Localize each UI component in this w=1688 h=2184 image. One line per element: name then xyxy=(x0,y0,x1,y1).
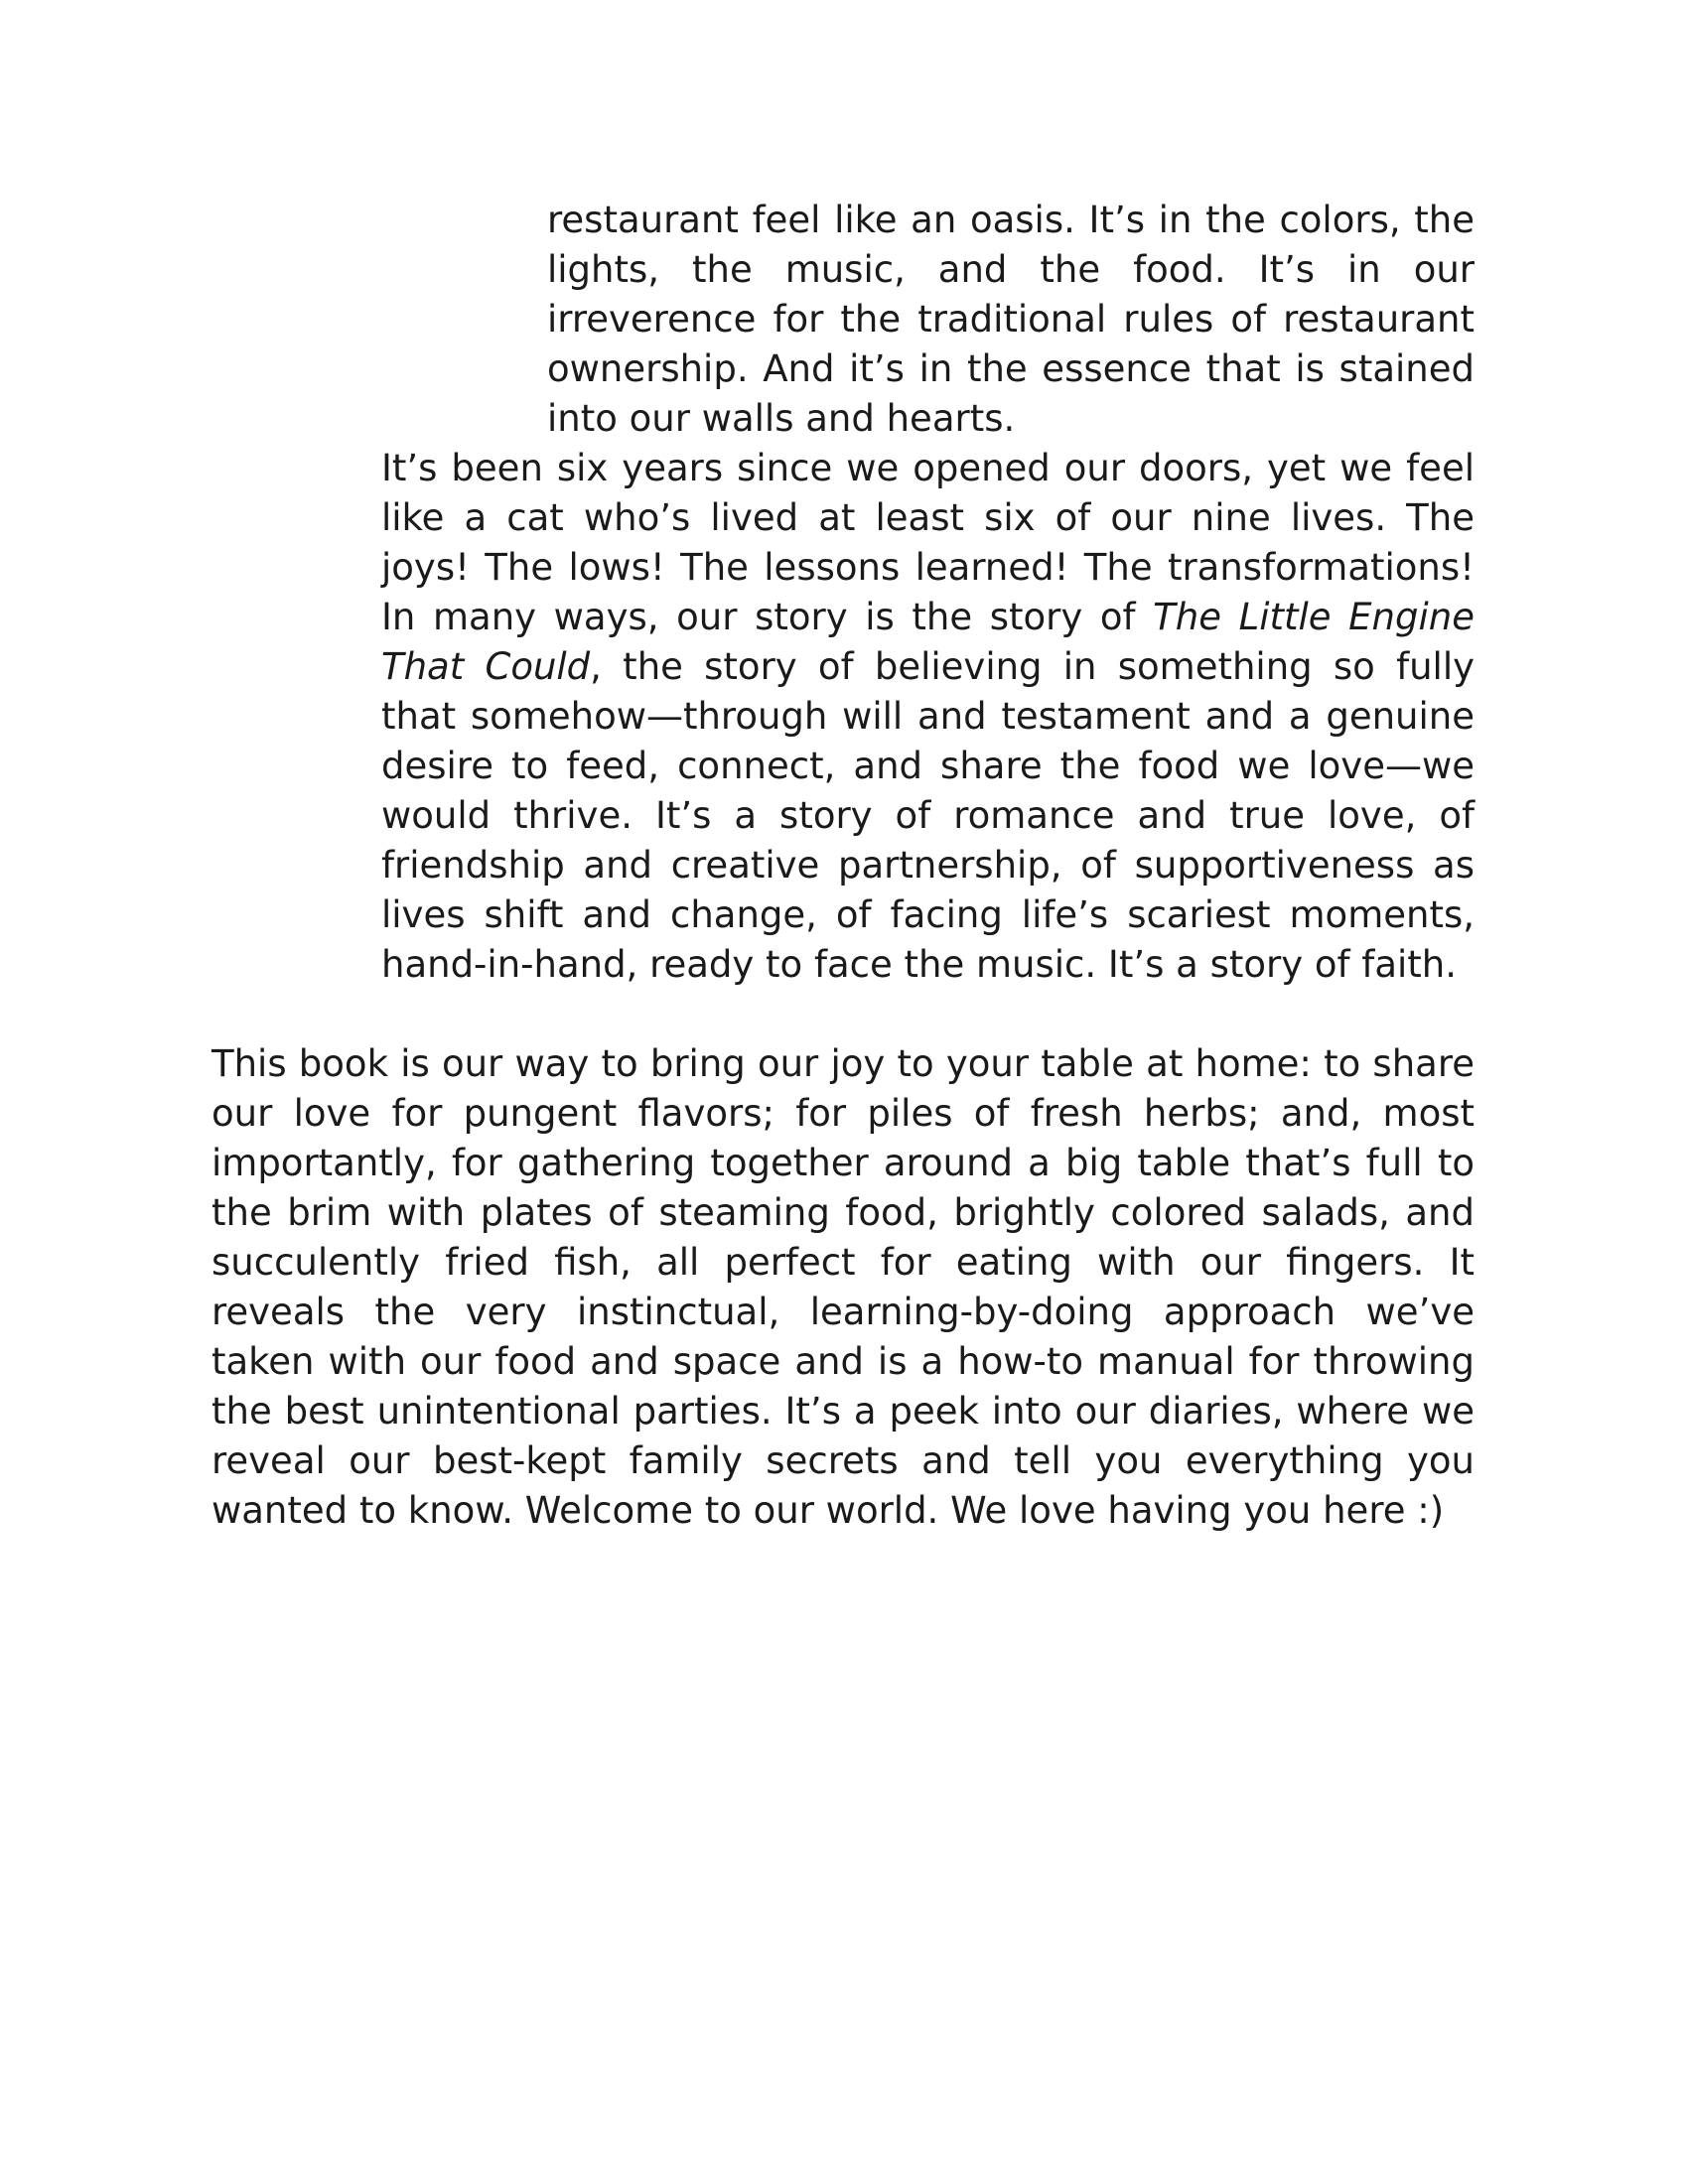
paragraph-oasis: restaurant feel like an oasis. It’s in the colors, the lights, the music, and the food. It’s in our irreverence for the traditional rules of restaurant ownership. And it’s in the essence that is stained into our walls and hearts. xyxy=(547,199,1475,440)
book-title-italic: The Little Engine That Could xyxy=(381,596,1475,688)
paragraph-six-years-tail: , the story of believing in something so fully that somehow—through will and testament and a genuine desire to feed, connect, and share the food we love—we would thrive. It’s a story of romance and true love, of friendship and creative partnership, of supportiveness as lives shift and change, of facing life’s scariest moments, hand-in-hand, ready to face the music. It’s a story of faith. xyxy=(381,645,1475,986)
paragraph-six-years xyxy=(381,444,1475,990)
paragraph-this-book: This book is our way to bring our joy to your table at home: to share our love for pungent flavors; for piles of fresh herbs; and, most importantly, for gathering together around a big table that’s full to the brim with plates of steaming food, brightly colored salads, and succulently fried fish, all perfect for eating with our fingers. It reveals the very instinctual, learning-by-doing approach we’ve taken with our food and space and is a how-to manual for throwing the best unintentional parties. It’s a peek into our diaries, where we reveal our best-kept family secrets and tell you everything you wanted to know. Welcome to our world. We love having you here :) xyxy=(211,1042,1475,1532)
paragraph-six-years-lead: It’s been six years since we opened our doors, yet we feel like a cat who’s lived at least six of our nine lives. The joys! The lows! The lessons learned! The transformations! In many ways, our story is the story of xyxy=(381,447,1475,638)
